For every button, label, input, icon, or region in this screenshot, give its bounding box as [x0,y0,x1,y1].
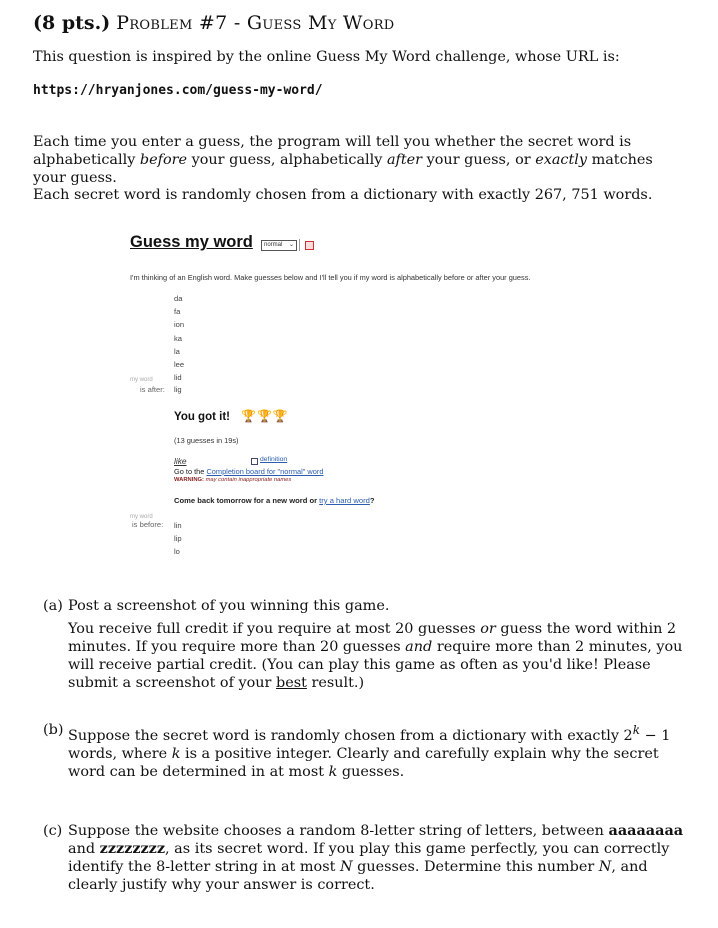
definition-link[interactable]: definition [260,456,288,463]
is-after-label: is after: [140,385,165,394]
part-a-prompt: Post a screenshot of you winning this game. [68,598,390,614]
problem-title: Problem #7 - Guess My Word [116,12,395,34]
part-a [43,597,688,692]
chevron-down-icon: ⌄ [288,242,294,248]
part-b-text: Suppose the secret word is randomly chosen from a dictionary with exactly $2^k - 1$ words, where k is a positive integer. Clearly and carefully explain why the secret word can be determined in at most k guesses. [68,723,671,780]
definition-checkbox[interactable] [251,458,258,465]
you-got-it: You got it! [174,411,230,423]
problem-heading [33,12,395,34]
completion-board-line: Go to the Completion board for "normal" word [174,467,324,476]
rule-paragraph: Each time you enter a guess, the program will tell you whether the secret word is alphabetically before your guess, alphabetically after your guess, or exactly matches your guess. [33,134,653,186]
list-item: lip [174,534,182,544]
list-item: ion [174,320,185,330]
part-b-label: (b) [43,722,64,738]
part-c [43,822,688,894]
list-item: lo [174,547,180,557]
before-guess-list [174,519,182,559]
list-item: ka [174,333,183,343]
is-before-label: is before: [132,520,164,529]
points-label: (8 pts.) [33,12,111,34]
part-c-text: Suppose the website chooses a random 8-letter string of letters, between aaaaaaaa and zzzzzzzz, as its secret word. If you play this game perfectly, you can correctly identify the 8-letter string in at most N guesses. Determine this number N, and clearly justify why your answer is correct. [68,822,684,893]
dictionary-paragraph: Each secret word is randomly chosen from a dictionary with exactly 267, 751 words. [33,187,653,203]
list-item: lee [174,360,185,370]
warning-line: WARNING: may contain inappropriate names [174,477,292,483]
answer-word[interactable]: like [174,456,187,466]
part-c-label: (c) [43,823,63,839]
part-a-label: (a) [43,598,63,614]
list-item: lin [174,521,182,530]
game-url[interactable]: https://hryanjones.com/guess-my-word/ [33,83,323,98]
list-item: lid [174,373,182,383]
game-intro: I'm thinking of an English word. Make guesses below and I'll tell you if my word is alphabetically before or after your guess. [130,273,531,282]
intro-lead: This question is inspired by the online Guess My Word challenge, whose URL is: [33,49,620,65]
guess-stats: (13 guesses in 19s) [174,436,239,445]
list-item: fa [174,307,181,317]
part-b [43,721,688,781]
come-back-line: Come back tomorrow for a new word or try a hard word? [174,496,375,505]
mode-select[interactable]: normal ⌄ [261,240,297,251]
game-title[interactable]: Guess my word [130,233,253,251]
game-screenshot [124,228,684,568]
calendar-icon[interactable] [305,241,314,250]
my-word-label: my word [130,514,153,520]
part-a-details: You receive full credit if you require at most 20 guesses or guess the word within 2 minutes. If you require more than 20 guesses and require more than 2 minutes, you will receive partial credit. (You can play this game as often as you'd like! Please submit a screenshot of your best result.) [68,621,683,691]
is-after-value: lig [174,385,182,394]
list-item: da [174,294,183,303]
trophy-icon: 🏆🏆🏆 [241,409,289,423]
divider [299,239,300,251]
after-guess-list [174,292,184,384]
completion-board-link[interactable]: Completion board for "normal" word [206,467,324,476]
hard-word-link[interactable]: try a hard word [319,496,370,505]
my-word-label: my word [130,377,153,383]
list-item: la [174,346,180,356]
